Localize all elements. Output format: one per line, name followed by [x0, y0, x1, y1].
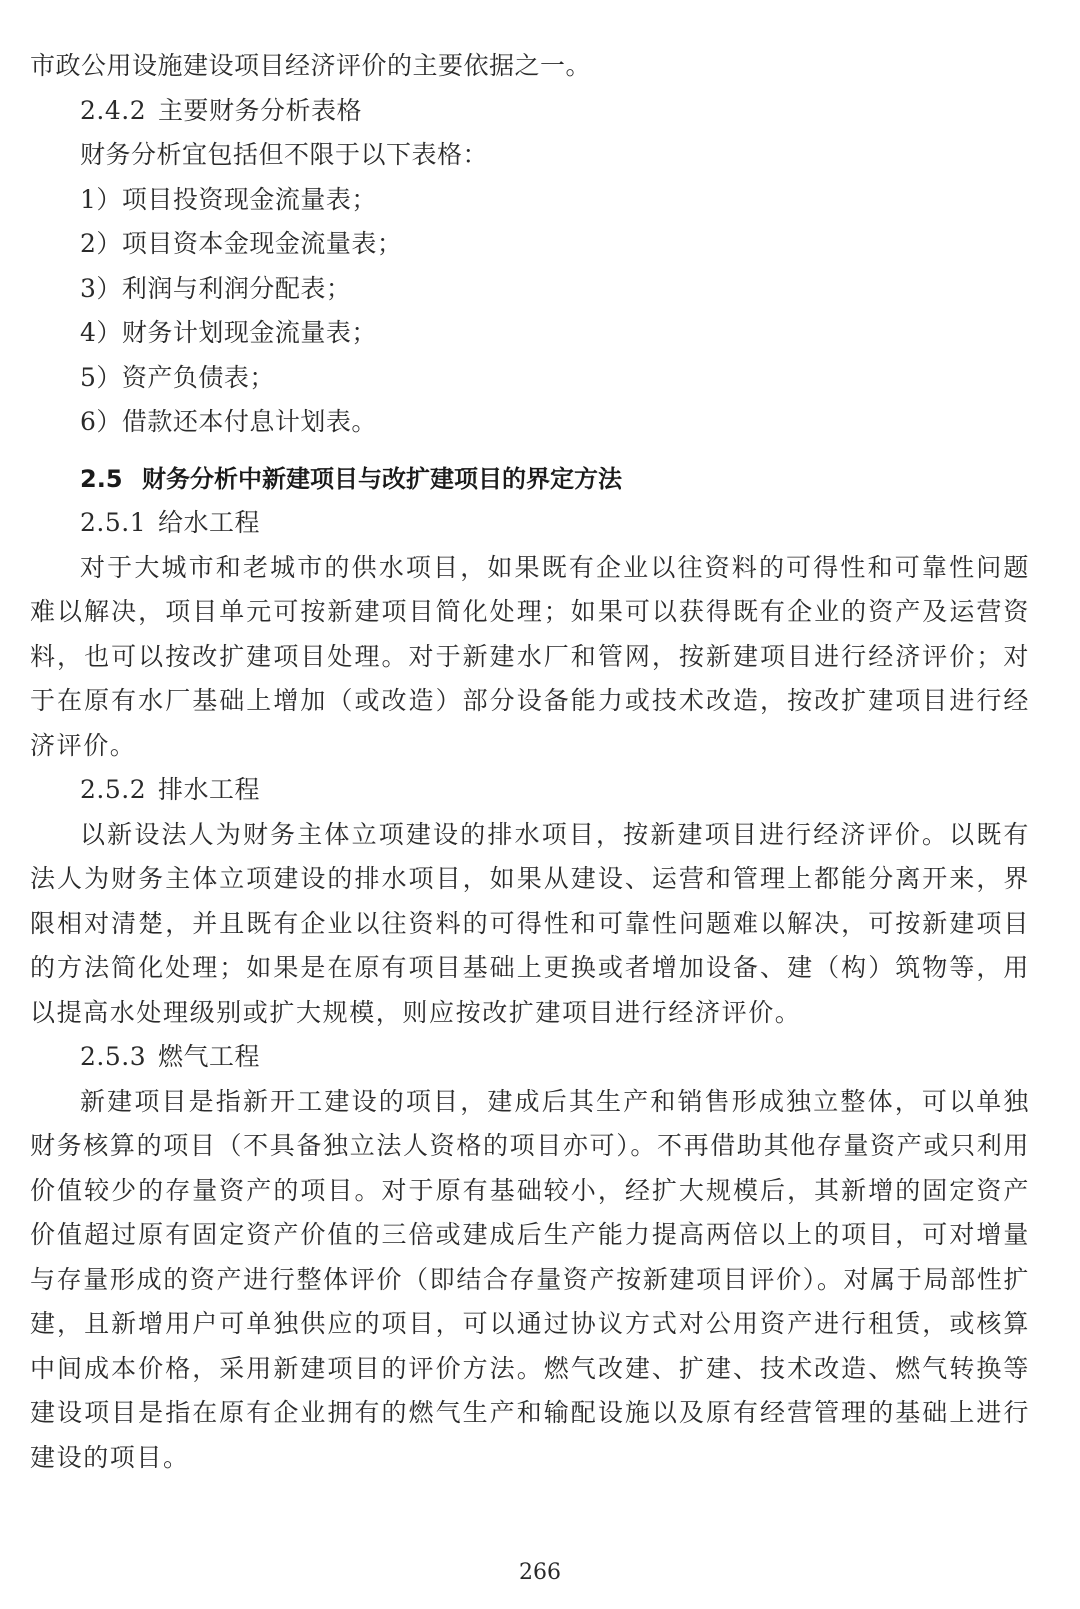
subsection-number: 2.4.2 — [80, 95, 147, 125]
section-heading-2-5 — [30, 457, 1030, 502]
subsection-title: 燃气工程 — [158, 1042, 261, 1071]
list-item: 4）财务计划现金流量表； — [80, 318, 377, 347]
opening-line: 市政公用设施建设项目经济评价的主要依据之一。 — [30, 51, 592, 80]
subsection-number: 2.5.3 — [80, 1042, 147, 1071]
subsection-number: 2.5.1 — [80, 508, 147, 537]
section-number: 2.5 — [80, 464, 123, 493]
list-item: 1）项目投资现金流量表； — [80, 184, 377, 214]
subsection-title: 主要财务分析表格 — [158, 95, 363, 125]
list-item: 2）项目资本金现金流量表； — [80, 229, 403, 258]
subsection-number: 2.5.2 — [80, 775, 147, 804]
subsection-title: 排水工程 — [158, 775, 261, 804]
subsection-heading-2-5-1 — [30, 501, 1030, 546]
list-item: 5）资产负债表； — [80, 362, 275, 392]
subsection-heading-2-4-2 — [30, 89, 1030, 134]
list-intro: 财务分析宜包括但不限于以下表格： — [80, 140, 489, 169]
subsection-heading-2-5-3 — [30, 1035, 1030, 1080]
paragraph-drainage: 以新设法人为财务主体立项建设的排水项目，按新建项目进行经济评价。以既有法人为财务主体立项建设的排水项目，如果从建设、运营和管理上都能分离开来，界限相对清楚，并且既有企业以往资料的可得性和可靠性问题难以解决，可按新建项目的方法简化处理；如果是在原有项目基础上更换或者增加设备、建（构）筑物等，用以提高水处理级别或扩大规模，则应按改扩建项目进行经济评价。 — [30, 819, 1030, 1027]
list-item: 3）利润与利润分配表； — [80, 273, 352, 303]
page-body — [30, 44, 1030, 1480]
paragraph-gas: 新建项目是指新开工建设的项目，建成后其生产和销售形成独立整体，可以单独财务核算的项目（不具备独立法人资格的项目亦可）。不再借助其他存量资产或只利用价值较少的存量资产的项目。对于原有基础较小，经扩大规模后，其新增的固定资产价值超过原有固定资产价值的三倍或建成后生产能力提高两倍以上的项目，可对增量与存量形成的资产进行整体评价（即结合存量资产按新建项目评价）。对属于局部性扩建，且新增用户可单独供应的项目，可以通过协议方式对公用资产进行租赁，或核算中间成本价格，采用新建项目的评价方法。燃气改建、扩建、技术改造、燃气转换等建设项目是指在原有企业拥有的燃气生产和输配设施以及原有经营管理的基础上进行建设的项目。 — [30, 1086, 1030, 1472]
paragraph-water-supply: 对于大城市和老城市的供水项目，如果既有企业以往资料的可得性和可靠性问题难以解决，项目单元可按新建项目简化处理；如果可以获得既有企业的资产及运营资料，也可以按改扩建项目处理。对于新建水厂和管网，按新建项目进行经济评价；对于在原有水厂基础上增加（或改造）部分设备能力或技术改造，按改扩建项目进行经济评价。 — [30, 552, 1030, 760]
list-item: 6）借款还本付息计划表。 — [80, 407, 377, 436]
section-title: 财务分析中新建项目与改扩建项目的界定方法 — [142, 464, 622, 493]
page-number: 266 — [519, 1560, 561, 1585]
subsection-title: 给水工程 — [158, 508, 261, 537]
subsection-heading-2-5-2 — [30, 768, 1030, 813]
